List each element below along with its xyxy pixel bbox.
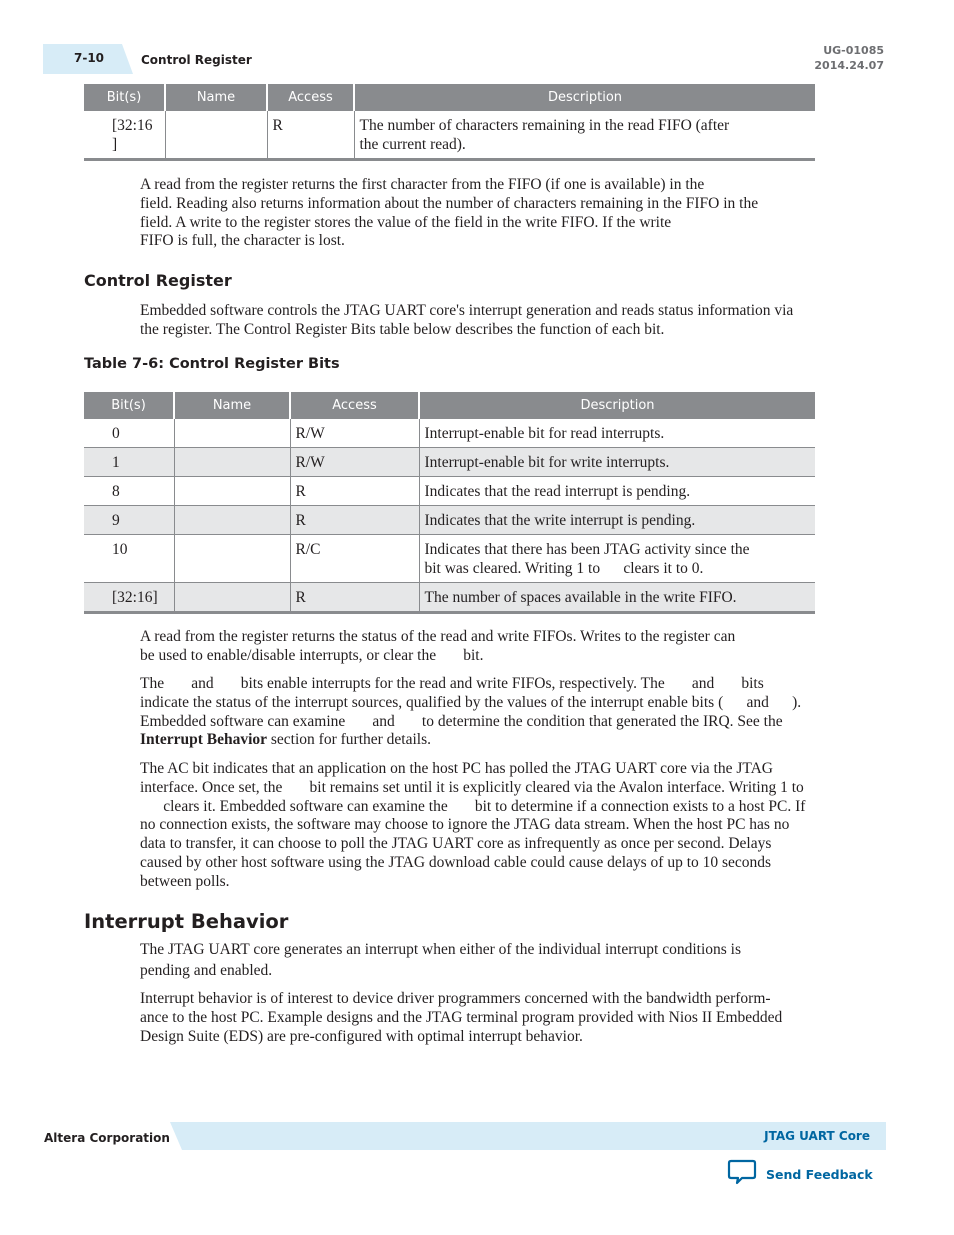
cell-description bbox=[354, 111, 815, 160]
control-register-intro bbox=[140, 302, 872, 340]
text-line: field. A write to the register stores the value of the field in the write FIFO. If the write bbox=[140, 213, 672, 231]
cell-bits: [32:16] bbox=[84, 583, 174, 613]
text-fragment: section for further details. bbox=[267, 731, 431, 749]
text-line: the register. The Control Register Bits table below describes the function of each bit. bbox=[140, 320, 665, 338]
text-line: clears it. Embedded software can examine the bit to determine if a connection exists to a host PC. If bbox=[140, 797, 806, 815]
cell-description-line: Indicates that the read interrupt is pending. bbox=[424, 483, 691, 500]
text-line bbox=[140, 731, 872, 750]
cell-description-line: Indicates that the write interrupt is pending. bbox=[424, 512, 696, 529]
text-line: caused by other host software using the JTAG download cable could cause delays of up to 10 seconds bbox=[140, 853, 772, 871]
cell-description-line: bit was cleared. Writing 1 to clears it to 0. bbox=[424, 560, 704, 577]
col-header-access: Access bbox=[290, 392, 419, 419]
cell-bits: 8 bbox=[84, 477, 174, 506]
text-line: field. Reading also returns information about the number of characters remaining in the FIFO in the bbox=[140, 194, 759, 212]
text-line: indicate the status of the interrupt sources, qualified by the values of the interrupt enable bits ( and ). bbox=[140, 693, 802, 711]
text-line: The and bits enable interrupts for the read and write FIFOs, respectively. The and bits bbox=[140, 675, 764, 692]
text-line: A read from the register returns the status of the read and write FIFOs. Writes to the register can bbox=[140, 628, 736, 645]
cell-description-line: Interrupt-enable bit for write interrupts. bbox=[424, 454, 670, 471]
col-header-description: Description bbox=[354, 84, 815, 111]
text-line: The JTAG UART core generates an interrupt when either of the individual interrupt conditions is bbox=[140, 941, 742, 958]
text-line: The AC bit indicates that an application on the host PC has polled the JTAG UART core via the JTAG bbox=[140, 760, 773, 777]
cell-bits: 1 bbox=[84, 448, 174, 477]
text-line: Design Suite (EDS) are pre-configured with optimal interrupt behavior. bbox=[140, 1027, 583, 1045]
cell-description bbox=[419, 419, 815, 448]
cell-description-line: Indicates that there has been JTAG activity since the bbox=[424, 541, 750, 558]
cell-bits: 9 bbox=[84, 506, 174, 535]
cell-name bbox=[174, 448, 290, 477]
cell-description-line: Interrupt-enable bit for read interrupts. bbox=[424, 425, 665, 442]
cell-name bbox=[165, 111, 267, 160]
table-header-row bbox=[84, 84, 815, 111]
col-header-access: Access bbox=[267, 84, 354, 111]
text-line: A read from the register returns the first character from the FIFO (if one is available) in the bbox=[140, 176, 705, 193]
control-register-heading: Control Register bbox=[84, 271, 232, 290]
cell-bits: 0 bbox=[84, 419, 174, 448]
text-line: Embedded software controls the JTAG UART core's interrupt generation and reads status information via bbox=[140, 302, 794, 319]
text-line: interface. Once set, the bit remains set until it is explicitly cleared via the Avalon interface. Writing 1 to bbox=[140, 778, 804, 796]
table-caption: Table 7-6: Control Register Bits bbox=[84, 356, 340, 372]
col-header-bits: Bit(s) bbox=[84, 84, 165, 111]
control-register-bits-table bbox=[84, 392, 815, 614]
table-row bbox=[84, 448, 815, 477]
data-register-table-continued bbox=[84, 84, 815, 161]
doc-id: UG-01085 bbox=[823, 44, 884, 57]
table-row bbox=[84, 477, 815, 506]
col-header-bits: Bit(s) bbox=[84, 392, 174, 419]
cell-name bbox=[174, 535, 290, 583]
text-line: FIFO is full, the character is lost. bbox=[140, 232, 345, 250]
cell-access: R bbox=[290, 477, 419, 506]
table-header-row bbox=[84, 392, 815, 419]
text-line: Embedded software can examine and to determine the condition that generated the IRQ. See the bbox=[140, 712, 783, 730]
cell-access: R/W bbox=[290, 419, 419, 448]
table-row bbox=[84, 419, 815, 448]
cell-description bbox=[419, 583, 815, 613]
cell-access: R bbox=[290, 583, 419, 613]
cell-access: R/C bbox=[290, 535, 419, 583]
footer-chapter-title[interactable]: JTAG UART Core bbox=[764, 1129, 870, 1143]
doc-date: 2014.24.07 bbox=[814, 59, 884, 72]
cell-bits-line: [32:16 bbox=[112, 117, 153, 134]
col-header-name: Name bbox=[165, 84, 267, 111]
doc-identifier bbox=[814, 43, 884, 73]
cell-access: R bbox=[290, 506, 419, 535]
cell-description-line: the current read). bbox=[359, 136, 466, 153]
speech-bubble-icon bbox=[727, 1158, 757, 1191]
table-row bbox=[84, 111, 815, 160]
cell-bits: 10 bbox=[84, 535, 174, 583]
running-header-title: Control Register bbox=[141, 53, 252, 67]
ac-bit-paragraph bbox=[140, 760, 872, 892]
cell-name bbox=[174, 583, 290, 613]
text-line: no connection exists, the software may choose to ignore the JTAG data stream. When the host PC has no bbox=[140, 816, 790, 834]
text-line: ance to the host PC. Example designs and the JTAG terminal program provided with Nios II Embedded bbox=[140, 1008, 783, 1026]
send-feedback-link[interactable] bbox=[727, 1158, 873, 1191]
interrupt-behavior-reference: Interrupt Behavior bbox=[140, 731, 268, 749]
control-register-read-paragraph bbox=[140, 628, 872, 666]
cell-description bbox=[419, 477, 815, 506]
send-feedback-label: Send Feedback bbox=[766, 1167, 873, 1182]
interrupt-bits-paragraph bbox=[140, 675, 872, 750]
interrupt-behavior-heading: Interrupt Behavior bbox=[84, 910, 289, 933]
cell-bits bbox=[84, 111, 165, 160]
footer-company: Altera Corporation bbox=[44, 1131, 170, 1145]
cell-bits-line: ] bbox=[112, 136, 118, 153]
cell-description bbox=[419, 535, 815, 583]
table-row bbox=[84, 535, 815, 583]
text-line: Interrupt behavior is of interest to device driver programmers concerned with the bandwidth perform- bbox=[140, 990, 771, 1007]
cell-name bbox=[174, 506, 290, 535]
page-number: 7-10 bbox=[74, 51, 105, 65]
text-line: data to transfer, it can choose to poll the JTAG UART core as infrequently as once per second. Delays bbox=[140, 835, 772, 853]
table-row bbox=[84, 506, 815, 535]
col-header-name: Name bbox=[174, 392, 290, 419]
data-register-paragraph bbox=[140, 176, 872, 251]
cell-access: R/W bbox=[290, 448, 419, 477]
cell-name bbox=[174, 477, 290, 506]
col-header-description: Description bbox=[419, 392, 815, 419]
interrupt-behavior-paragraph-1 bbox=[140, 940, 872, 981]
cell-description-line: The number of characters remaining in the read FIFO (after bbox=[359, 117, 730, 134]
cell-access: R bbox=[267, 111, 354, 160]
interrupt-behavior-paragraph-2 bbox=[140, 990, 872, 1046]
text-line: between polls. bbox=[140, 872, 230, 890]
cell-description bbox=[419, 448, 815, 477]
cell-name bbox=[174, 419, 290, 448]
cell-description bbox=[419, 506, 815, 535]
text-line: pending and enabled. bbox=[140, 961, 273, 979]
cell-description-line: The number of spaces available in the write FIFO. bbox=[424, 589, 737, 606]
table-row bbox=[84, 583, 815, 613]
text-line: be used to enable/disable interrupts, or clear the bit. bbox=[140, 646, 484, 664]
